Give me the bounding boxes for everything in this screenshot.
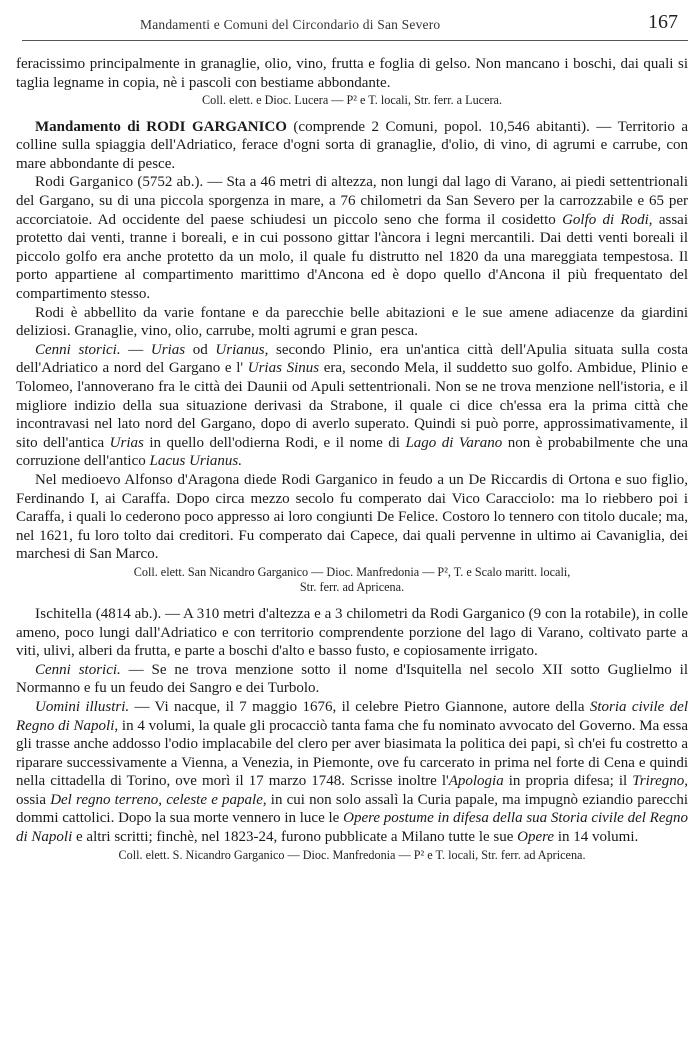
golfo-di-rodi: Golfo di Rodi <box>562 211 649 228</box>
ischitella-lead: Ischitella <box>35 605 92 622</box>
page-header <box>22 11 688 41</box>
electoral-note-ischitella: Coll. elett. S. Nicandro Garganico — Dioc. Manfredonia — P² e T. locali, Str. ferr. ad Apricena. <box>118 847 586 862</box>
document-page <box>16 11 689 866</box>
page-body <box>16 55 688 863</box>
rodi-medioevo: Nel medioevo Alfonso d'Aragona diede Rodi Garganico in feudo a un De Riccardis di Ortona e suo figlio, Ferdinando I, ai Caraffa. Dopo circa mezzo secolo fu comperato dai Vico Caracciolo: ma lo riebbero poi i Caraffa, i quali lo cederono poco appresso ai loro congiunti De Felice. Costoro lo tennero con titolo ducale; ma, nel 1621, fu loro tolto dai creditori. Fu comperato dai Capece, dai quali pervenne in ultimo ai Cavaniglia, dei marchesi di San Marco. <box>16 471 688 563</box>
ischitella-cenni-storici: Cenni storici. — Se ne trova menzione sotto il nome d'Isquitella nel secolo XII sotto Guglielmo il Normanno e fu un feudo dei Sangro e dei Turbolo. <box>16 661 688 697</box>
mandamento-paragraph <box>16 118 688 174</box>
paragraph-intro: feracissimo principalmente in granaglie, olio, vino, frutta e foglia di gelso. Non mancano i boschi, dai quali si taglia legname in copia, nè i pascoli con bestiame abbondante. <box>16 56 688 91</box>
mandamento-heading: Mandamento di RODI GARGANICO <box>35 118 287 135</box>
electoral-note-lucera: Coll. elett. e Dioc. Lucera — P² e T. locali, Str. ferr. a Lucera. <box>202 93 502 108</box>
page-number: 167 <box>648 11 678 33</box>
ischitella-paragraph-1: Ischitella (4814 ab.). — A 310 metri d'altezza e a 3 chilometri da Rodi Garganico (9 con la rotabile), in colle ameno, poco lungi dall'Adriatico e con territorio comprendente porzione del lago di Varano, coltivato parte a viti, ulivi, alberi da frutta, e parte a boschi d'alto e basso fusto, e copiosamente irrigato. <box>16 605 688 660</box>
rodi-paragraph-2: Rodi è abbellito da varie fontane e da parecchie belle abitazioni e le sue amene adiacenze da giardini deliziosi. Granaglie, vino, olio, carrube, molti agrumi e gran pesca. <box>16 304 688 340</box>
rodi-cenni-storici: Cenni storici. — Urias od Urianus, secondo Plinio, era un'antica città dell'Apulia situata sulla costa dell'Adriatico a nord del Gargano e l' Urias Sinus era, secondo Mela, il suddetto suo golfo. Ambidue, Plinio e Tolomeo, l'annoverano fra le città dei Daunii od Apuli settentrionali. Non se ne trova menzione nell'istoria, e il migliore indizio della sua situazione derivasi da Strabone, il quale ci dice ch'essa era la prima città che incontravasi nel lato nord del Gargano, dopo di averlo superato. Quindi si può porre, approssimativamente, il sito dell'antica Urias in quello dell'odierna Rodi, e il nome di Lago di Varano non è probabilmente che una corruzione dell'antico Lacus Urianus. <box>16 341 689 470</box>
mandamento-text: (comprende 2 Comuni, popol. 10,546 abitanti). — Territorio a colline sulla spiaggia dell'Adriatico, ferace d'ogni sorta di granaglie, d'olio, di vino, di agrumi e carrube, con mare abbondante di pesce. <box>16 118 688 172</box>
rodi-lead: Rodi Garganico <box>35 174 134 191</box>
running-title: Mandamenti e Comuni del Circondario di San Severo <box>140 17 441 32</box>
rodi-paragraph-1: Rodi Garganico (5752 ab.). — Sta a 46 metri di altezza, non lungi dal lago di Varano, ai piedi settentrionali del Gargano, su di una piccola sporgenza in mare, a 76 chilometri da San Severo per la carrozzabile e 65 per accorciatoie. Ad occidente del paese schiudesi un piccolo seno che forma il cosidetto Golfo di Rodi, assai protetto dai venti, tranne i boreali, e in cui possono gittar l'àncora i legni mercantili. Dai detti venti boreali il piccolo golfo era anche protetto da un molo, il quale fu distrutto nel 1820 da una mareggiata tempestosa. Il porto appartiene al compartimento marittimo d'Ancona ed è dopo quello d'Ancona il più frequentato del compartimento stesso. <box>16 174 688 303</box>
ischitella-uomini-illustri: Uomini illustri. — Vi nacque, il 7 maggio 1676, il celebre Pietro Giannone, autore della Storia civile del Regno di Napoli, in 4 volumi, la quale gli procacciò tanta fama che fu nominato avvocato del Governo. Ma essa gli trasse anche addosso l'odio implacabile del clero per aver biasimata la politica dei papi, sì ch'ei fu costretto a riparare successivamente a Vienna, a Venezia, in Piemonte, ove fu carcerato in prima nel forte di Cena e quindi nella cittadella di Torino, ove morì il 17 marzo 1748. Scrisse inoltre l'Apologia in propria difesa; il Triregno, ossia Del regno terreno, celeste e papale, in cui non solo assalì la Curia papale, ma impugnò eziandio parecchi dommi cattolici. Dopo la sua morte vennero in luce le Opere postume in difesa della sua Storia civile del Regno di Napoli e altri scritti; finchè, nel 1823-24, furono pubblicate a Milano tutte le sue Opere in 14 volumi. <box>16 698 689 846</box>
electoral-note-rodi: Coll. elett. San Nicandro Garganico — Dioc. Manfredonia — P², T. e Scalo maritt. locali, Str. ferr. ad Apricena. <box>133 564 571 595</box>
